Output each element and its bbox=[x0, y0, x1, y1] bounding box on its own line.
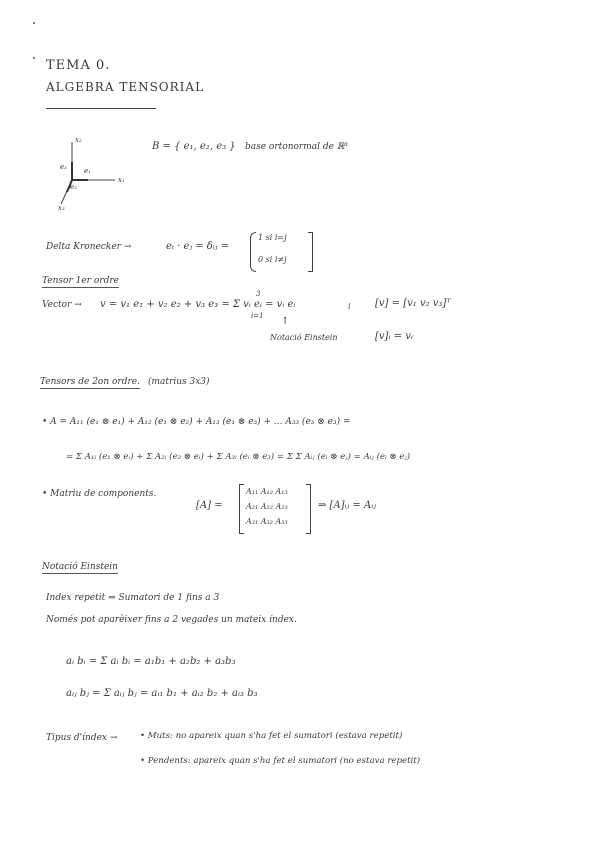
basis-note: base ortonormal de ℝ³ bbox=[245, 142, 348, 152]
matrix-row-2: A₂₁ A₂₂ A₂₃ bbox=[246, 502, 288, 511]
second-order-heading: Tensors de 2on ordre. bbox=[40, 377, 140, 387]
axis-x1-label: x₁ bbox=[118, 176, 125, 184]
matrix-lhs: [A] = bbox=[196, 500, 223, 511]
kronecker-label: Delta Kronecker → bbox=[46, 242, 132, 252]
axis-x2-label: x₂ bbox=[75, 136, 82, 144]
einstein-example-1: aᵢ bᵢ = Σ aᵢ bᵢ = a₁b₁ + a₂b₂ + a₃b₃ bbox=[66, 656, 236, 667]
kronecker-expression: eᵢ · eⱼ = δᵢⱼ = bbox=[166, 241, 229, 252]
matrix-component-result: ⇒ [A]ᵢⱼ = Aᵢⱼ bbox=[318, 500, 376, 511]
einstein-rule-repeat: Index repetit ⇒ Sumatori de 1 fins a 3 bbox=[46, 593, 220, 603]
sum-lower-limit: i=1 bbox=[251, 312, 264, 320]
components-label: • Matriu de components. bbox=[42, 489, 157, 499]
vector-e3-label: e₃ bbox=[70, 183, 77, 191]
vector-e2-label: e₂ bbox=[60, 163, 67, 171]
first-order-heading: Tensor 1er ordre bbox=[42, 276, 119, 286]
scan-speck bbox=[33, 22, 35, 24]
kronecker-brace bbox=[250, 232, 256, 272]
matrix-left-bracket bbox=[239, 484, 244, 534]
vector-matrix-form: [v] = [v₁ v₂ v₃]ᵀ bbox=[375, 298, 451, 309]
index-type-free: • Pendents: apareix quan s'ha fet el sumatori (no estava repetit) bbox=[140, 756, 421, 766]
vector-component-form: [v]ᵢ = vᵢ bbox=[375, 331, 413, 342]
page-title: TEMA 0. bbox=[46, 58, 111, 73]
tensor-expansion-line1: • A = A₁₁ (e₁ ⊗ e₁) + A₁₂ (e₁ ⊗ e₂) + A₁₃ (e₁ ⊗ e₃) + ... A₃₃ (e₃ ⊗ e₃) = bbox=[42, 417, 351, 427]
einstein-arrow: ↑ bbox=[281, 316, 290, 327]
scan-speck bbox=[33, 57, 35, 59]
matrix-right-bracket bbox=[306, 484, 311, 534]
matrix-row-1: A₁₁ A₁₂ A₁₃ bbox=[246, 487, 288, 496]
einstein-example-2: aᵢⱼ bⱼ = Σ aᵢⱼ bⱼ = aᵢ₁ b₁ + aᵢ₂ b₂ + aᵢ₃ b₃ bbox=[66, 688, 258, 699]
vector-e1-label: e₁ bbox=[84, 167, 91, 175]
einstein-notation-note: Notació Einstein bbox=[270, 333, 338, 342]
conjunction-i: i bbox=[348, 302, 351, 311]
einstein-rule-limit: Només pot aparèixer fins a 2 vegades un mateix índex. bbox=[46, 615, 297, 625]
matrix-size-note: (matrius 3x3) bbox=[148, 377, 210, 387]
index-type-mute: • Muts: no apareix quan s'ha fet el sumatori (estava repetit) bbox=[140, 731, 403, 741]
title-divider bbox=[46, 108, 156, 109]
kronecker-close bbox=[308, 232, 313, 272]
vector-label: Vector → bbox=[42, 300, 82, 310]
matrix-row-3: A₃₁ A₃₂ A₃₃ bbox=[246, 517, 288, 526]
kronecker-case-different: 0 si i≠j bbox=[258, 255, 287, 264]
axis-x3-label: x₃ bbox=[58, 204, 65, 212]
kronecker-case-equal: 1 si i=j bbox=[258, 233, 287, 242]
basis-definition: B = { e₁, e₂, e₃ } bbox=[152, 141, 236, 152]
vector-expression: v = v₁ e₁ + v₂ e₂ + v₃ e₃ = Σ vᵢ eᵢ = vᵢ eᵢ bbox=[100, 299, 296, 310]
page-subtitle: ALGEBRA TENSORIAL bbox=[46, 80, 205, 94]
index-types-label: Tipus d'índex → bbox=[46, 733, 118, 743]
sum-upper-limit: 3 bbox=[256, 290, 261, 298]
einstein-heading: Notació Einstein bbox=[42, 562, 118, 572]
tensor-expansion-line2: = Σ A₁ᵢ (e₁ ⊗ eᵢ) + Σ A₂ᵢ (e₂ ⊗ eᵢ) + Σ A₃ᵢ (eᵢ ⊗ e₃) = Σ Σ Aᵢⱼ (eᵢ ⊗ eⱼ) = Aᵢⱼ (eᵢ ⊗ eⱼ) bbox=[66, 452, 411, 462]
